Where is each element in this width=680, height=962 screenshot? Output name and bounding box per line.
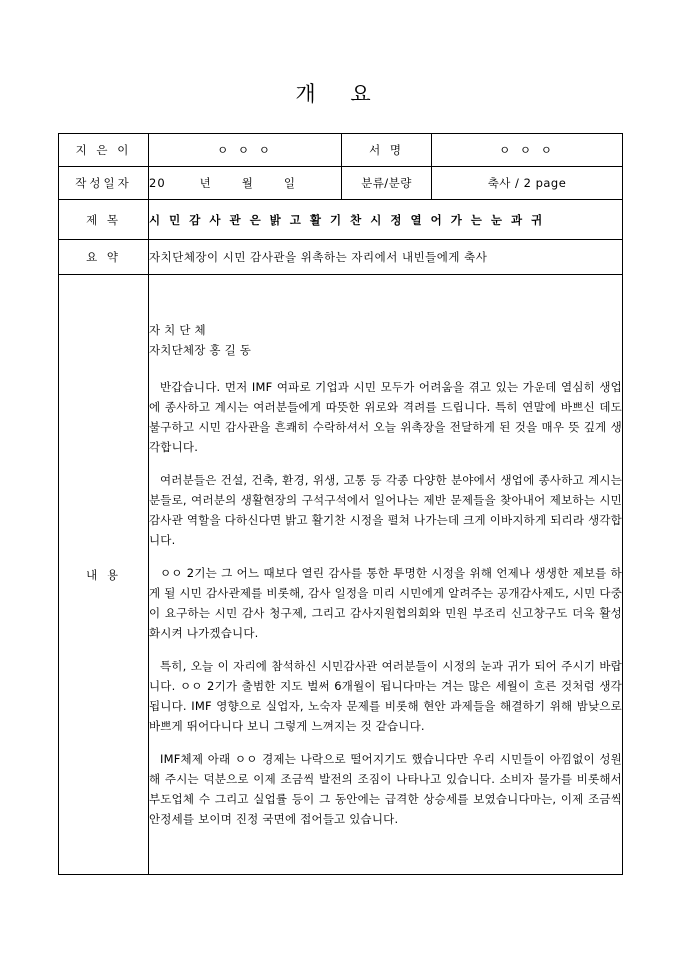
table-row (59, 240, 623, 275)
content-paragraph: 여러분들은 건설, 건축, 환경, 위생, 고통 등 각종 다양한 분야에서 생업에 종사하고 계시는 분들로, 여러분의 생활현장의 구석구석에서 일어나는 제반 문제들을 찾아내어 제보하는 시민 감사관 역할을 다하신다면 밝고 활기찬 시정을 펼쳐 나가는데 크게 이바지하게 되리라 생각합니다. (149, 473, 622, 547)
content-body (149, 275, 623, 875)
book-value: ㅇ ㅇ ㅇ (432, 134, 623, 167)
org-line-2: 자치단체장 홍 길 동 (149, 343, 252, 357)
summary-table (58, 133, 623, 875)
content-paragraph: IMF체제 아래 ㅇㅇ 경제는 나락으로 떨어지기도 했습니다만 우리 시민들이 아낌없이 성원해 주시는 덕분으로 이제 조금씩 발전의 조짐이 나타나고 있습니다. 소비자 물가를 비롯해서 부도업체 수 그리고 실업률 등이 그 동안에는 급격한 상승세를 보였습니다마는, 이제 조금씩 안정세를 보이며 진정 국면에 접어들고 있습니다. (149, 752, 622, 826)
author-value: ㅇ ㅇ ㅇ (149, 134, 342, 167)
subject-label: 제 목 (59, 200, 149, 240)
content-label: 내 용 (59, 275, 149, 875)
content-paragraph: 특히, 오늘 이 자리에 참석하신 시민감사관 여러분들이 시정의 눈과 귀가 되어 주시기 바랍니다. ㅇㅇ 2기가 출범한 지도 벌써 6개월이 됩니다마는 겨는 많은 세월이 흐른 것처럼 생각됩니다. IMF 영향으로 실업자, 노숙자 문제를 비롯해 현안 과제들을 해결하기 위해 밤낮으로 바쁘게 뛰어다니다 보니 그렇게 느껴지는 것 같습니다. (149, 659, 622, 733)
category-value: 축사 / 2 page (432, 167, 623, 200)
page-title: 개 요 (295, 82, 385, 106)
date-month-unit: 월 (241, 176, 254, 190)
table-row (59, 134, 623, 167)
org-line-1: 자 치 단 체 (149, 323, 206, 337)
table-row-content (59, 275, 623, 875)
date-year: 20 (149, 176, 166, 190)
table-row (59, 167, 623, 200)
subject-value: 시 민 감 사 관 은 밝 고 활 기 찬 시 정 열 어 가 는 눈 과 귀 (149, 200, 623, 240)
book-label: 서 명 (342, 134, 432, 167)
summary-value: 자치단체장이 시민 감사관을 위촉하는 자리에서 내빈들에게 축사 (149, 240, 623, 275)
date-year-unit: 년 (199, 176, 212, 190)
table-row (59, 200, 623, 240)
date-label: 작성일자 (59, 167, 149, 200)
summary-label: 요 약 (59, 240, 149, 275)
date-day-unit: 일 (283, 176, 296, 190)
content-paragraph: 반갑습니다. 먼저 IMF 여파로 기업과 시민 모두가 어려움을 겪고 있는 가운데 열심히 생업에 종사하고 계시는 여러분들에게 따뜻한 위로와 격려를 드립니다. 특히 연말에 바쁘신 데도 불구하고 시민 감사관을 흔쾌히 수락하셔서 오늘 위촉장을 전달하게 된 것을 매우 뜻 깊게 생각합니다. (149, 380, 622, 454)
category-label: 분류/분량 (342, 167, 432, 200)
author-label: 지 은 이 (59, 134, 149, 167)
content-paragraph: ㅇㅇ 2기는 그 어느 때보다 열린 감사를 통한 투명한 시정을 위해 언제나 생생한 제보를 하게 될 시민 감사관제를 비롯해, 감사 일정을 미리 시민에게 알려주는 공개감사제도, 시민 다중이 요구하는 시민 감사 청구제, 그리고 감사지원협의회와 민원 부조리 신고창구도 더욱 활성화시켜 나가겠습니다. (149, 566, 622, 640)
date-value (149, 167, 342, 200)
